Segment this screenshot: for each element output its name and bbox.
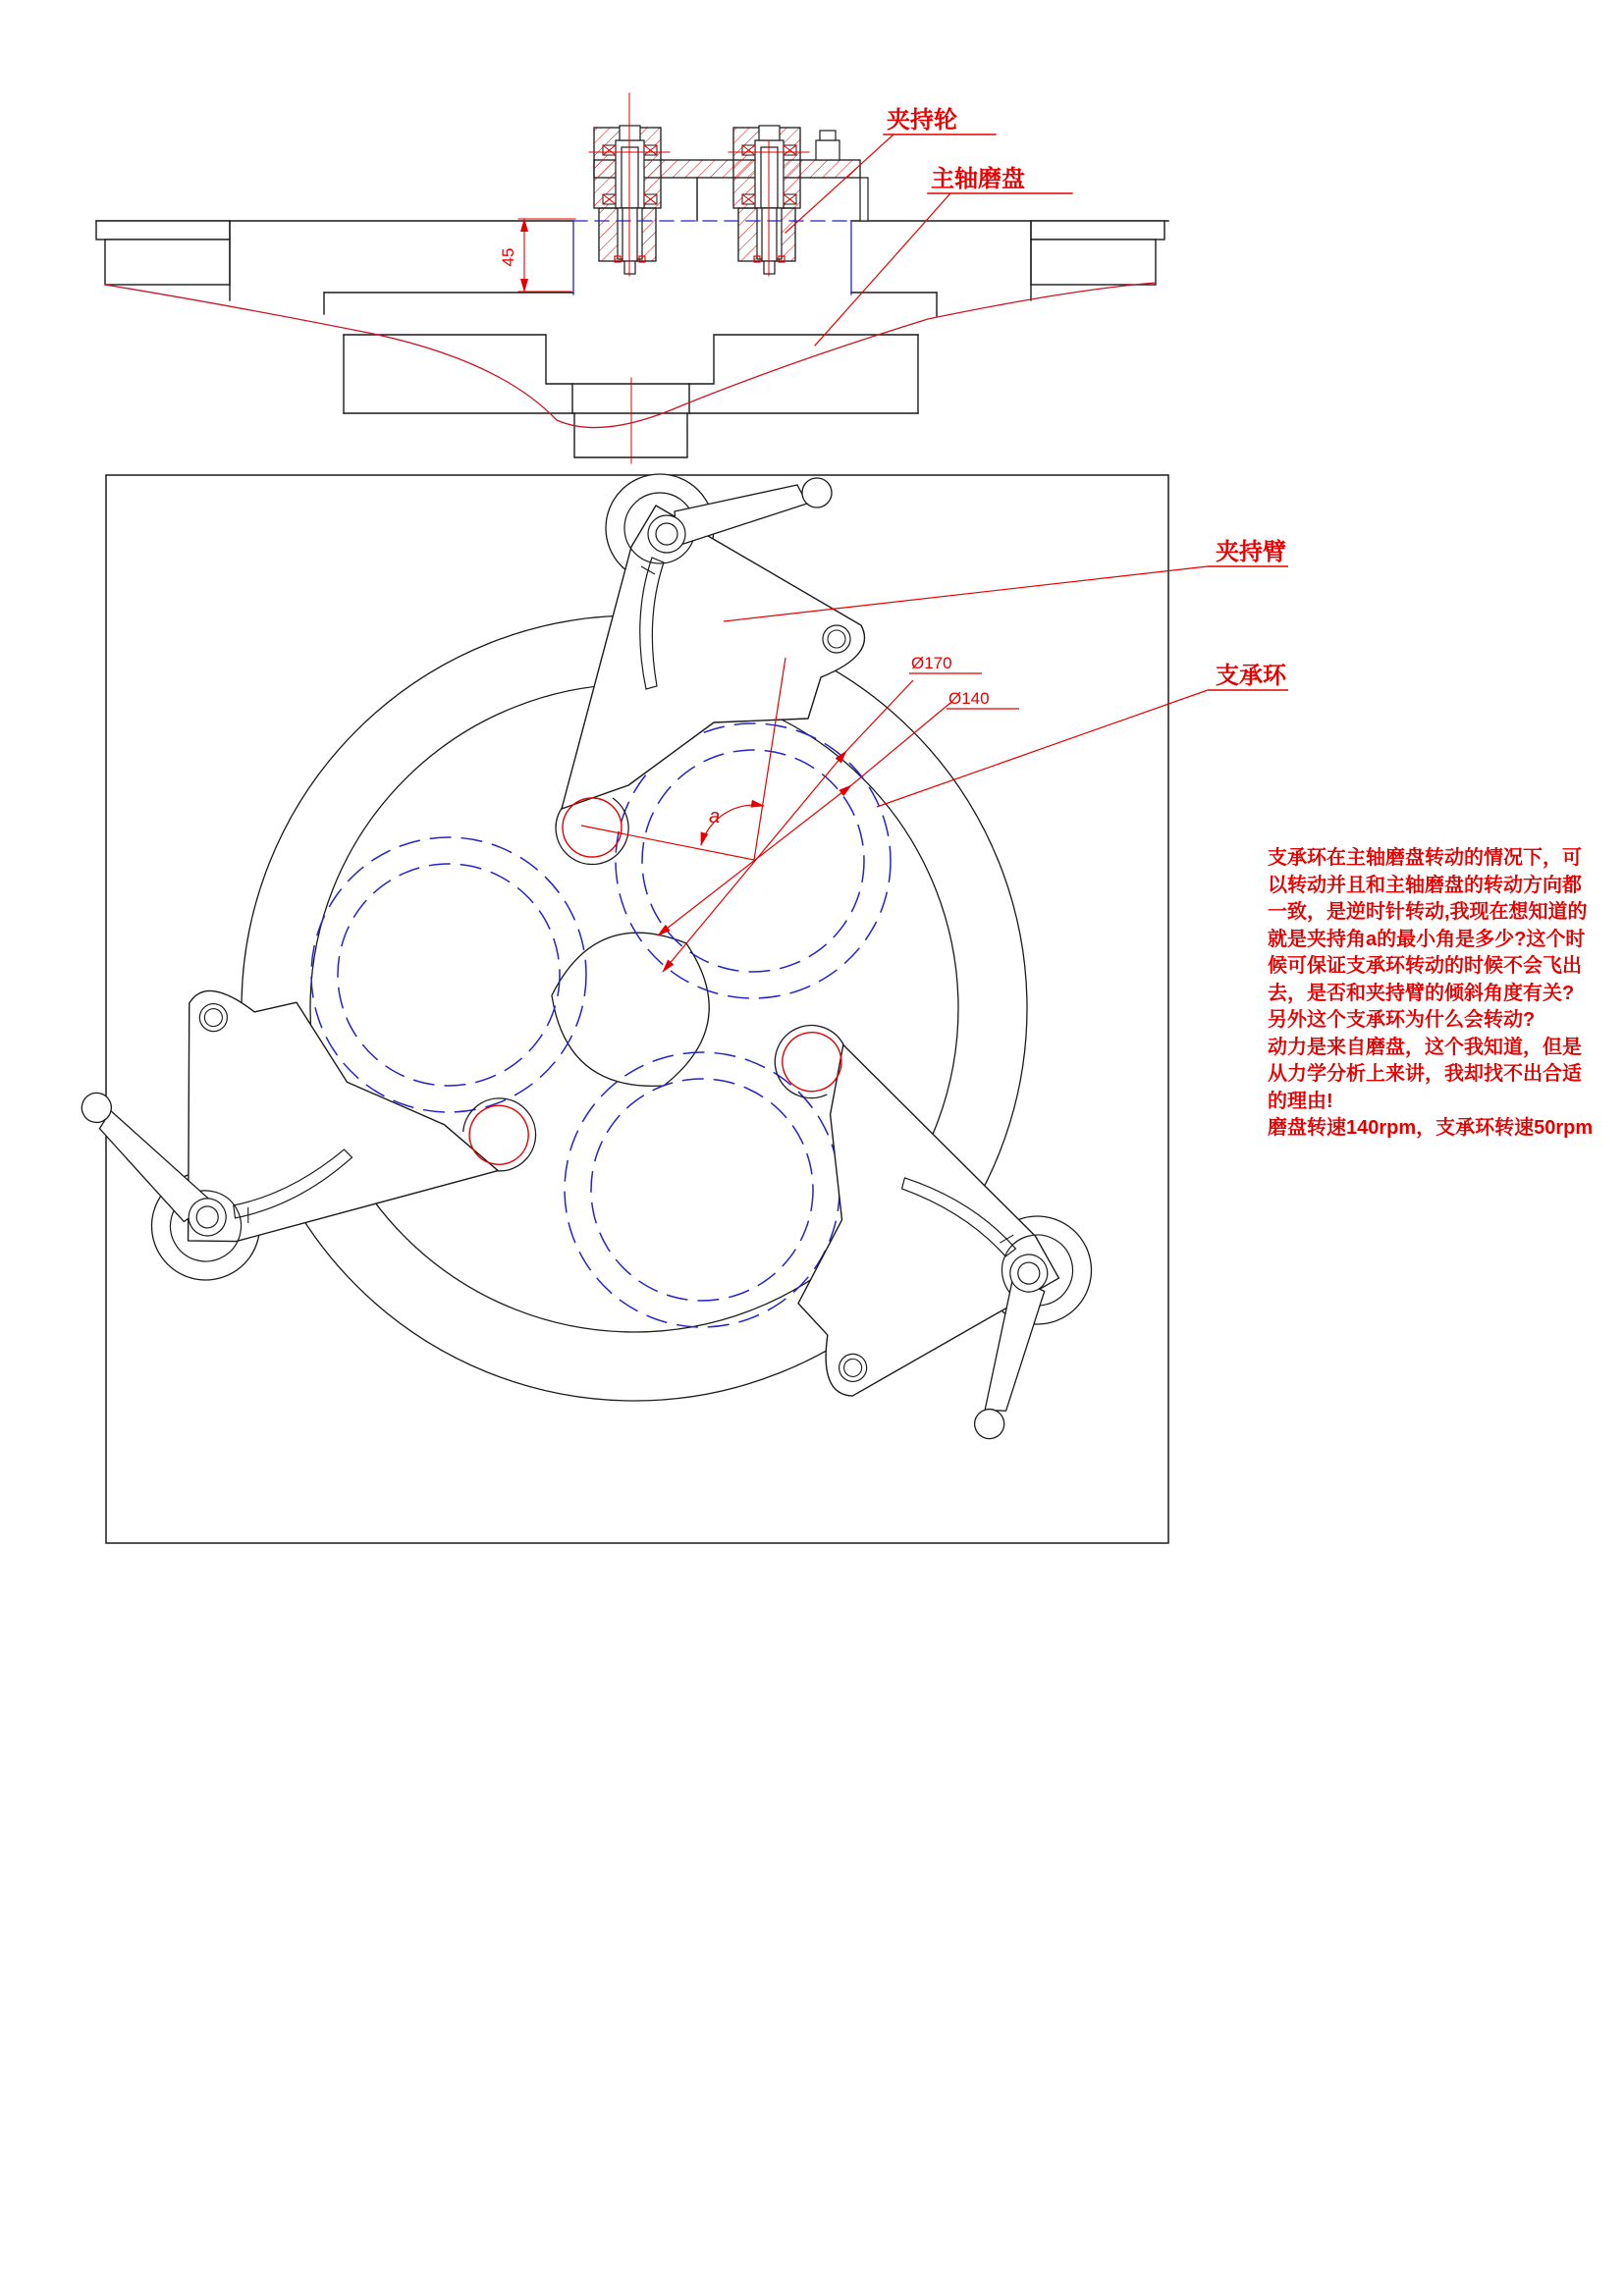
note-line: 去，是否和夹持臂的倾斜角度有关? — [1268, 982, 1575, 1004]
annotation-note — [1268, 845, 1623, 1143]
note-line: 一致，是逆时针转动,我现在想知道的 — [1268, 901, 1588, 923]
note-line: 的理由! — [1268, 1090, 1333, 1112]
clamp-arm-label: 夹持臂 — [1216, 539, 1286, 565]
dia-140-label: Ø140 — [948, 689, 990, 708]
note-line: 另外这个支承环为什么会转动? — [1268, 1009, 1536, 1031]
arm-handle-ball — [802, 478, 832, 507]
casting-profile-spline — [105, 283, 1156, 428]
plan-view — [57, 474, 1288, 1543]
arm-corner-bolt — [828, 630, 845, 648]
clamp-wheel-label: 夹持轮 — [887, 107, 957, 133]
note-line: 以转动并且和主轴磨盘的转动方向都 — [1268, 874, 1582, 896]
note-line: 候可保证支承环转动的时候不会飞出 — [1268, 955, 1582, 977]
arm-pivot-hole — [656, 523, 677, 545]
dimension-45 — [499, 219, 575, 292]
note-line: 动力是来自磨盘，这个我知道，但是 — [1268, 1036, 1582, 1058]
note-line: 支承环在主轴磨盘转动的情况下，可 — [1268, 847, 1582, 869]
center-hub — [552, 933, 709, 1086]
note-line: 就是夹持角a的最小角是多少?这个时 — [1268, 928, 1586, 950]
angle-a-label: a — [709, 806, 721, 828]
dim-45-text: 45 — [499, 247, 517, 267]
section-view — [96, 93, 1168, 463]
spindle-disc-label: 主轴磨盘 — [931, 166, 1025, 192]
note-line: 从力学分析上来讲，我却找不出合适 — [1268, 1063, 1582, 1085]
dia-170-label: Ø170 — [911, 654, 952, 672]
note-line: 磨盘转速140rpm，支承环转速50rpm — [1268, 1117, 1594, 1139]
support-ring-label: 支承环 — [1216, 663, 1286, 689]
